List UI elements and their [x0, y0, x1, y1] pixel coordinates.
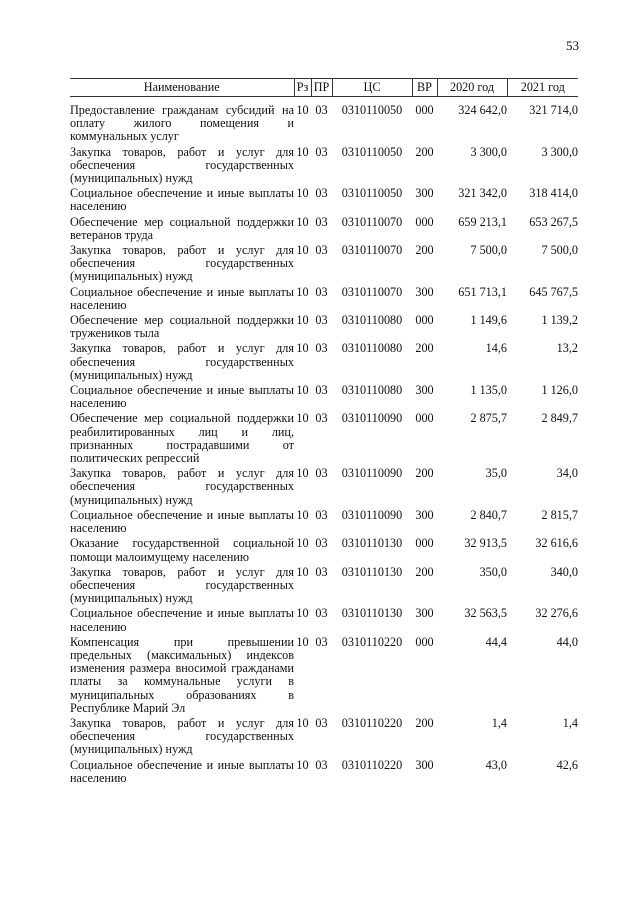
table-row	[70, 759, 578, 787]
cell-rz: 10	[296, 536, 309, 551]
table-body	[70, 97, 578, 787]
cell-rz: 10	[296, 606, 309, 621]
cell-2020: 14,6	[485, 341, 507, 356]
cell-name: Обеспечение мер социальной поддержки ветеранов труда	[70, 214, 294, 242]
cell-vr: 000	[415, 214, 434, 229]
header-name: Наименование	[70, 79, 294, 97]
cell-2021: 321 714,0	[529, 103, 578, 117]
cell-cs: 0310110050	[341, 144, 403, 159]
cell-vr: 300	[415, 507, 434, 522]
cell-vr: 200	[415, 715, 434, 730]
cell-2021: 34,0	[556, 466, 578, 481]
cell-2020: 1 135,0	[470, 383, 507, 398]
table-row	[70, 286, 578, 314]
cell-pr: 03	[315, 507, 328, 522]
table-row	[70, 314, 578, 342]
table-row	[70, 412, 578, 467]
table-row	[70, 216, 578, 244]
cell-name: Компенсация при превышении предельных (максимальных) индексов изменения размера вносимой гражданами платы за коммунальные услуги в муниципальных образованиях в Республике Марий Эл	[70, 634, 294, 715]
cell-2020: 659 213,1	[458, 214, 507, 229]
cell-2020: 43,0	[485, 757, 507, 772]
cell-name: Социальное обеспечение и иные выплаты населению	[70, 284, 294, 312]
cell-vr: 200	[415, 144, 434, 159]
cell-rz: 10	[296, 243, 309, 258]
cell-2021: 32 276,6	[535, 606, 578, 621]
cell-pr: 03	[315, 606, 328, 621]
cell-cs: 0310110130	[341, 606, 403, 621]
header-2021: 2021 год	[507, 79, 578, 97]
cell-pr: 03	[315, 186, 328, 201]
header-pr: ПР	[311, 79, 332, 97]
cell-name: Социальное обеспечение и иные выплаты населению	[70, 507, 294, 536]
cell-pr: 03	[315, 383, 328, 398]
cell-cs: 0310110220	[341, 634, 403, 649]
cell-name: Оказание государственной социальной помощи малоимущему населению	[70, 536, 294, 564]
cell-vr: 000	[415, 411, 434, 426]
cell-2021: 42,6	[556, 757, 578, 772]
cell-2020: 321 342,0	[458, 186, 507, 201]
cell-cs: 0310110080	[341, 341, 403, 356]
cell-rz: 10	[296, 634, 309, 649]
cell-2021: 318 414,0	[529, 186, 578, 201]
table-row	[70, 467, 578, 509]
cell-cs: 0310110130	[341, 536, 403, 551]
cell-cs: 0310110090	[341, 466, 403, 481]
cell-cs: 0310110220	[341, 757, 403, 772]
cell-2021: 653 267,5	[529, 214, 578, 229]
cell-2020: 651 713,1	[458, 284, 507, 299]
cell-2021: 1 139,2	[541, 313, 578, 328]
cell-pr: 03	[315, 634, 328, 649]
cell-vr: 000	[415, 634, 434, 649]
cell-rz: 10	[296, 341, 309, 356]
cell-2021: 13,2	[556, 341, 578, 356]
cell-rz: 10	[296, 103, 309, 117]
cell-pr: 03	[315, 214, 328, 229]
cell-2021: 2 815,7	[541, 507, 578, 522]
cell-vr: 300	[415, 606, 434, 621]
cell-2021: 2 849,7	[541, 411, 578, 426]
cell-cs: 0310110090	[341, 507, 403, 522]
cell-rz: 10	[296, 564, 309, 579]
table-row	[70, 537, 578, 565]
table-row	[70, 607, 578, 635]
header-cs: ЦС	[332, 79, 412, 97]
cell-name: Закупка товаров, работ и услуг для обеспечения государственных (муниципальных) нужд	[70, 243, 294, 284]
cell-cs: 0310110220	[341, 715, 403, 730]
cell-name: Социальное обеспечение и иные выплаты населению	[70, 186, 294, 214]
header-vr: ВР	[412, 79, 437, 97]
budget-table	[70, 78, 578, 787]
cell-2021: 32 616,6	[535, 536, 578, 551]
table-row	[70, 97, 578, 146]
cell-vr: 000	[415, 313, 434, 328]
cell-name: Социальное обеспечение и иные выплаты населению	[70, 606, 294, 634]
header-2020: 2020 год	[437, 79, 507, 97]
cell-vr: 200	[415, 564, 434, 579]
cell-rz: 10	[296, 507, 309, 522]
cell-2020: 2 840,7	[470, 507, 507, 522]
cell-rz: 10	[296, 144, 309, 159]
table-row	[70, 146, 578, 188]
cell-name: Закупка товаров, работ и услуг для обеспечения государственных (муниципальных) нужд	[70, 715, 294, 757]
cell-2020: 350,0	[479, 564, 507, 579]
cell-cs: 0310110080	[341, 313, 403, 328]
cell-vr: 300	[415, 383, 434, 398]
cell-vr: 000	[415, 536, 434, 551]
cell-2020: 1 149,6	[470, 313, 507, 328]
header-rz: Рз	[294, 79, 311, 97]
cell-2021: 1 126,0	[541, 383, 578, 398]
cell-2021: 3 300,0	[541, 144, 578, 159]
table-row	[70, 509, 578, 537]
cell-name: Закупка товаров, работ и услуг для обеспечения государственных (муниципальных) нужд	[70, 466, 294, 507]
table-row	[70, 384, 578, 412]
cell-name: Обеспечение мер социальной поддержки тружеников тыла	[70, 313, 294, 341]
cell-name: Социальное обеспечение и иные выплаты населению	[70, 383, 294, 411]
cell-rz: 10	[296, 313, 309, 328]
cell-vr: 200	[415, 243, 434, 258]
table-row	[70, 636, 578, 717]
cell-pr: 03	[315, 536, 328, 551]
table-row	[70, 187, 578, 215]
cell-name: Закупка товаров, работ и услуг для обеспечения государственных (муниципальных) нужд	[70, 144, 294, 186]
cell-vr: 200	[415, 341, 434, 356]
cell-rz: 10	[296, 466, 309, 481]
table-row	[70, 717, 578, 759]
cell-cs: 0310110070	[341, 284, 403, 299]
cell-pr: 03	[315, 243, 328, 258]
cell-cs: 0310110080	[341, 383, 403, 398]
cell-2020: 7 500,0	[470, 243, 507, 258]
cell-cs: 0310110050	[341, 103, 403, 117]
cell-pr: 03	[315, 466, 328, 481]
cell-cs: 0310110130	[341, 564, 403, 579]
cell-rz: 10	[296, 186, 309, 201]
cell-vr: 300	[415, 284, 434, 299]
cell-rz: 10	[296, 284, 309, 299]
cell-cs: 0310110050	[341, 186, 403, 201]
cell-name: Обеспечение мер социальной поддержки реабилитированных лиц и лиц, признанных пострадавшими от политических репрессий	[70, 411, 294, 466]
cell-name: Социальное обеспечение и иные выплаты населению	[70, 757, 294, 785]
cell-2021: 7 500,0	[541, 243, 578, 258]
cell-2020: 3 300,0	[470, 144, 507, 159]
cell-pr: 03	[315, 715, 328, 730]
cell-rz: 10	[296, 383, 309, 398]
cell-vr: 200	[415, 466, 434, 481]
cell-2020: 44,4	[485, 634, 507, 649]
cell-vr: 300	[415, 757, 434, 772]
cell-rz: 10	[296, 214, 309, 229]
cell-name: Закупка товаров, работ и услуг для обеспечения государственных (муниципальных) нужд	[70, 564, 294, 606]
cell-pr: 03	[315, 284, 328, 299]
cell-vr: 300	[415, 186, 434, 201]
cell-name: Закупка товаров, работ и услуг для обеспечения государственных (муниципальных) нужд	[70, 341, 294, 382]
cell-cs: 0310110070	[341, 214, 403, 229]
cell-vr: 000	[415, 103, 434, 117]
cell-rz: 10	[296, 411, 309, 426]
table-header-row	[70, 79, 578, 97]
cell-pr: 03	[315, 313, 328, 328]
cell-pr: 03	[315, 103, 328, 117]
table-row	[70, 566, 578, 608]
cell-2020: 32 913,5	[464, 536, 507, 551]
cell-2021: 44,0	[556, 634, 578, 649]
table-row	[70, 342, 578, 384]
cell-pr: 03	[315, 564, 328, 579]
cell-rz: 10	[296, 757, 309, 772]
cell-2020: 2 875,7	[470, 411, 507, 426]
cell-cs: 0310110090	[341, 411, 403, 426]
cell-2020: 35,0	[485, 466, 507, 481]
cell-2020: 32 563,5	[464, 606, 507, 621]
table-row	[70, 244, 578, 286]
cell-2021: 340,0	[550, 564, 578, 579]
cell-2020: 324 642,0	[458, 103, 507, 117]
cell-name: Предоставление гражданам субсидий на оплату жилого помещения и коммунальных услуг	[70, 103, 294, 144]
cell-cs: 0310110070	[341, 243, 403, 258]
cell-rz: 10	[296, 715, 309, 730]
cell-2021: 1,4	[562, 715, 578, 730]
cell-pr: 03	[315, 341, 328, 356]
cell-2020: 1,4	[491, 715, 507, 730]
cell-pr: 03	[315, 411, 328, 426]
cell-pr: 03	[315, 757, 328, 772]
cell-pr: 03	[315, 144, 328, 159]
page-number: 53	[566, 38, 579, 53]
cell-2021: 645 767,5	[529, 284, 578, 299]
